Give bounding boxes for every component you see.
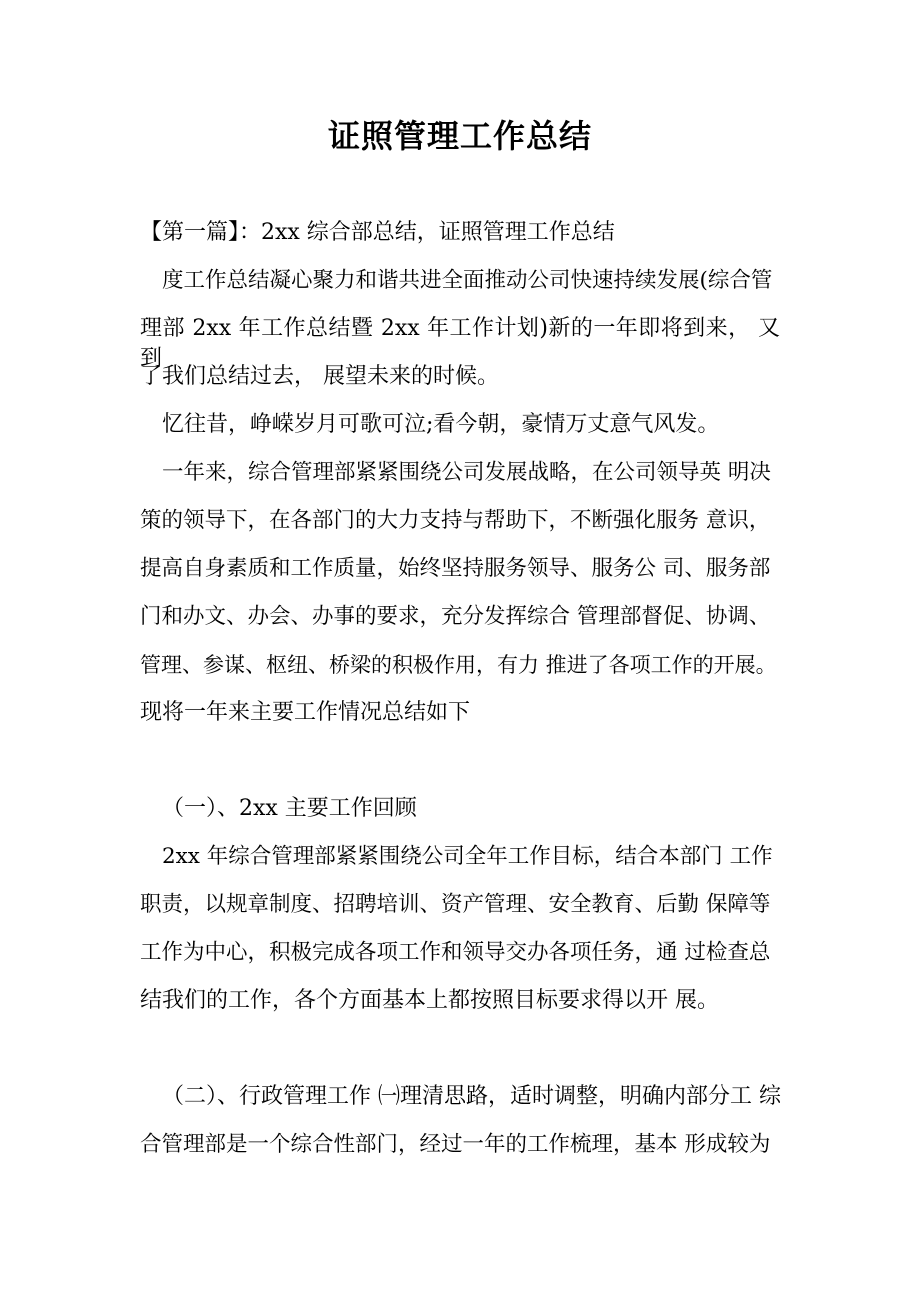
paragraph-line: 策的领导下，在各部门的大力支持与帮助下，不断强化服务 意识， <box>140 508 771 533</box>
paragraph-line: 一年来，综合管理部紧紧围绕公司发展战略，在公司领导英 明决 <box>162 460 771 485</box>
paragraph-line: 度工作总结凝心聚力和谐共进全面推动公司快速持续发展(综合管 <box>162 268 773 293</box>
paragraph-line: 提高自身素质和工作质量，始终坚持服务领导、服务公 司、服务部 <box>140 556 771 581</box>
paragraph-line: 结我们的工作，各个方面基本上都按照目标要求得以开 展。 <box>140 988 719 1013</box>
paragraph-line: 管理、参谋、枢纽、桥梁的积极作用，有力 推进了各项工作的开展。 <box>140 653 777 677</box>
paragraph-line: 了我们总结过去， 展望未来的时候。 <box>140 364 499 389</box>
paragraph-line: 2xx 年综合管理部紧紧围绕公司全年工作目标，结合本部门 工作 <box>162 844 773 869</box>
section-heading-first: 【第一篇】：2xx 综合部总结，证照管理工作总结 <box>140 220 615 245</box>
paragraph-line: 合管理部是一个综合性部门，经过一年的工作梳理，基本 形成较为 <box>140 1132 771 1157</box>
paragraph-line: 职责，以规章制度、招聘培训、资产管理、安全教育、后勤 保障等 <box>140 892 771 917</box>
paragraph-line: 工作为中心，积极完成各项工作和领导交办各项任务，通 过检查总 <box>140 940 771 965</box>
paragraph-line: 现将一年来主要工作情况总结如下 <box>140 700 471 725</box>
paragraph-line: 理部 2xx 年工作总结暨 2xx 年工作计划)新的一年即将到来， 又到 <box>140 316 780 371</box>
paragraph-line: 忆往昔，峥嵘岁月可歌可泣;看今朝，豪情万丈意气风发。 <box>162 412 720 437</box>
document-title: 证照管理工作总结 <box>327 117 592 155</box>
section-heading-admin: （二）、行政管理工作 ㈠理清思路，适时调整，明确内部分工 综 <box>162 1084 781 1109</box>
paragraph-line: 门和办文、办会、办事的要求，充分发挥综合 管理部督促、协调、 <box>140 604 771 629</box>
section-heading-review: （一）、2xx 主要工作回顾 <box>162 796 417 821</box>
